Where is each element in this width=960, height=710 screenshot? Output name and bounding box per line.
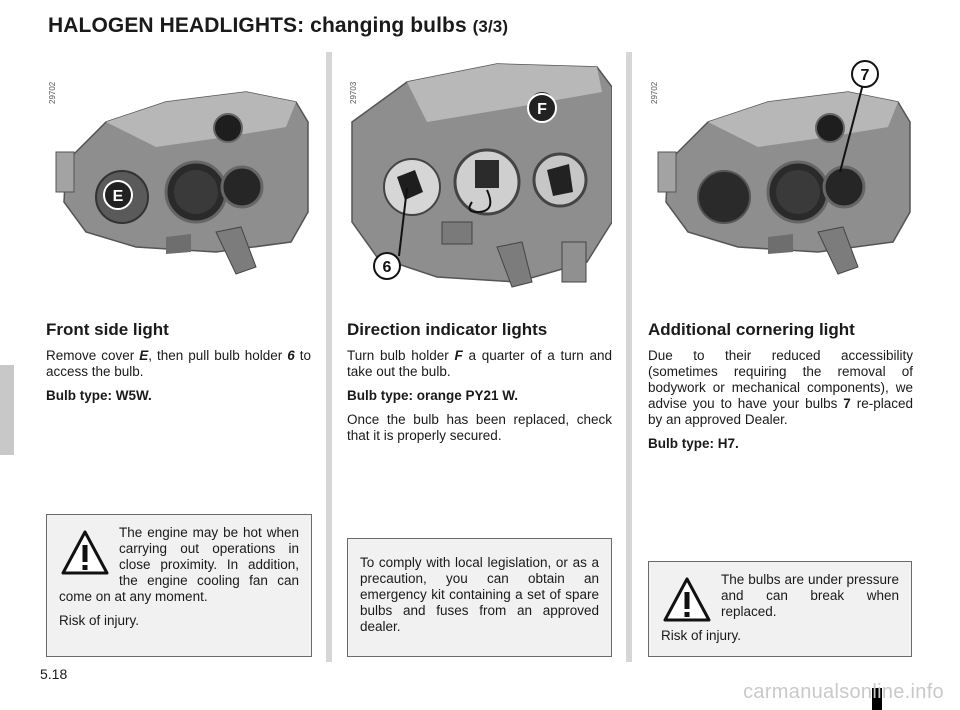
bulb-type: Bulb type: orange PY21 W. [347,388,519,403]
column-direction-indicator [347,52,612,452]
instruction-text: Due to their reduced accessibility (sometimes requiring the removal of bodywork or mechanical components), we advise you to have your bulbs 7 re-placed by an approved Dealer. [648,348,913,427]
column-cornering-light [648,52,913,460]
headlight-photo [347,52,612,302]
instruction-text: Turn bulb holder F a quarter of a turn and take out the bulb. [347,348,613,379]
callout-overlay [46,52,311,302]
chapter-tab [0,365,14,455]
callout-F: F [537,101,547,118]
watermark: carmanualsonline.info [743,681,944,703]
headlight-photo [46,52,311,302]
risk-text: Risk of injury. [59,613,140,628]
page-number: 5.18 [40,666,68,682]
callout-overlay [347,52,612,302]
callout-overlay [648,52,913,302]
callout-6: 6 [382,259,392,276]
pressure-warning-box [648,561,912,657]
legislation-note-box [347,538,612,657]
instruction-text-secondary: Once the bulb has been replaced, check that it is properly secured. [347,412,612,443]
warning-triangle-icon [61,529,109,577]
column-divider [326,52,332,662]
engine-warning-box [46,514,312,657]
warning-text: The engine may be hot when carrying out operations in close proximity. In addition, the engine cooling fan can come on at any moment. [59,525,299,604]
callout-E: E [112,188,124,205]
headlight-photo [648,52,913,302]
callout-7: 7 [860,67,870,84]
page-title-part: (3/3) [472,17,509,36]
section-heading: Front side light [46,320,169,339]
section-heading: Additional cornering light [648,320,855,339]
page-title [48,14,508,38]
photo-code: 29703 [349,81,358,104]
page-title-text: HALOGEN HEADLIGHTS: changing bulbs [48,14,467,37]
instruction-text: Remove cover E, then pull bulb holder 6 to access the bulb. [46,348,311,379]
photo-code: 29702 [48,81,57,104]
bulb-type: Bulb type: W5W. [46,388,152,403]
column-divider [626,52,632,662]
note-text: To comply with local legislation, or as a precaution, you can obtain an emergency kit containing a set of spare bulbs and fuses from an approved dealer. [360,555,599,634]
warning-triangle-icon [663,576,711,624]
column-front-side-light [46,52,311,412]
bulb-type: Bulb type: H7. [648,436,739,451]
section-heading: Direction indicator lights [347,320,548,339]
risk-text: Risk of injury. [661,628,742,643]
photo-code: 29702 [650,81,659,104]
warning-text: The bulbs are under pressure and can break when replaced. [721,572,899,619]
